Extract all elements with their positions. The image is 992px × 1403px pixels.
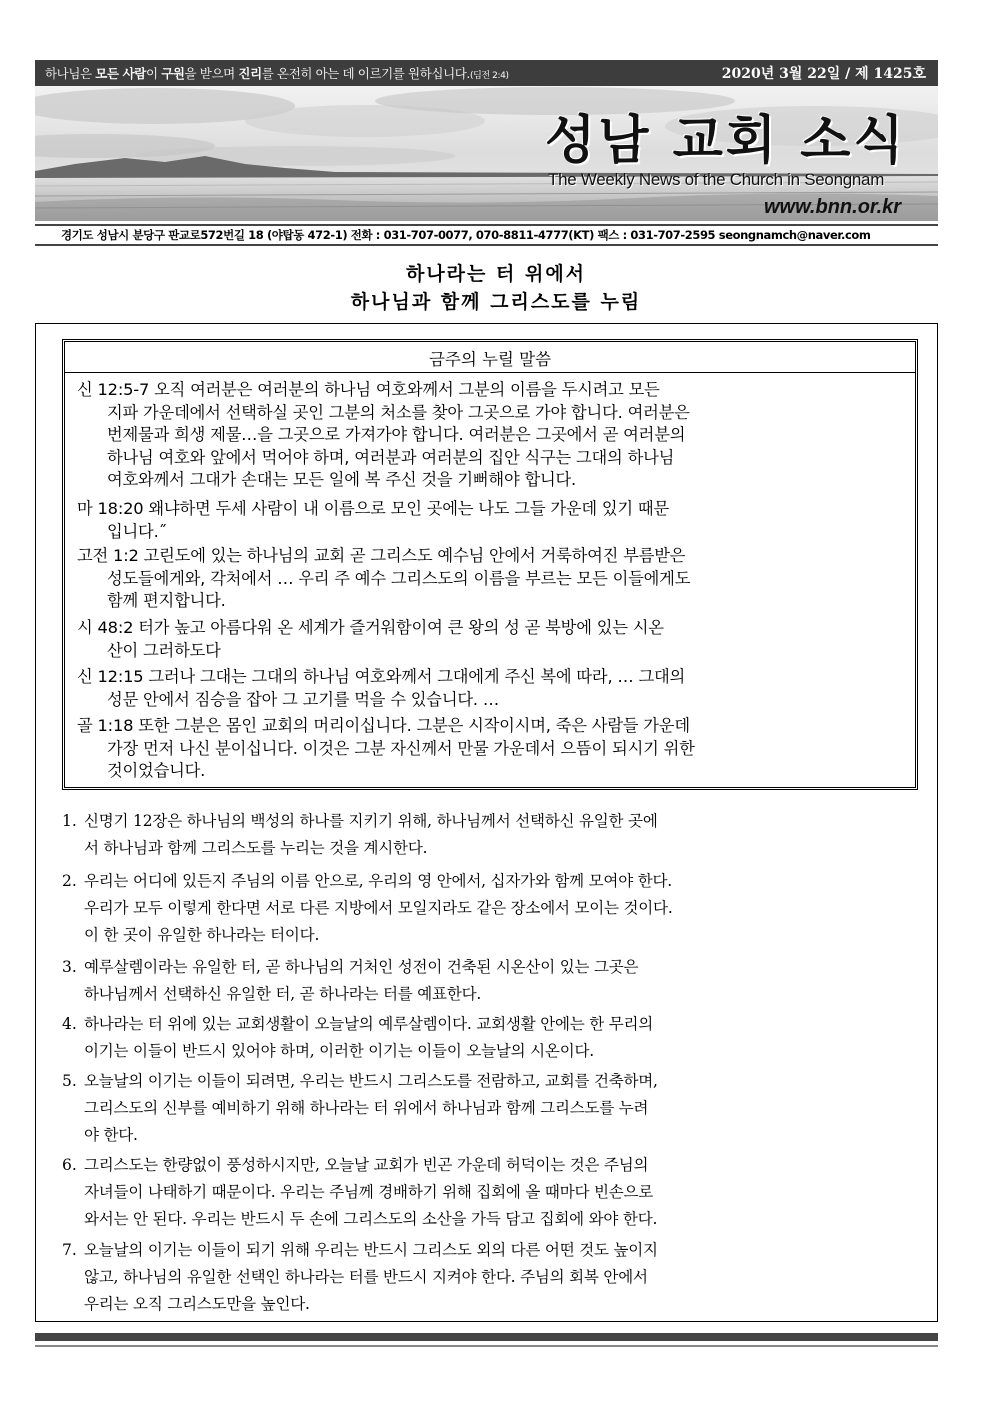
website-link[interactable]: www.bnn.or.kr <box>764 196 902 218</box>
contact-text: 경기도 성남시 분당구 판교로572번길 18 (야탑동 472-1) 전화 : 031-707-0077, 070-8811-4777(KT) 팩스 : 031-707-2595 seongnamch@naver.com <box>61 228 871 242</box>
verses-title: 금주의 누릴 말씀 <box>428 350 552 369</box>
point-line: 서 하나님과 함께 그리스도를 누리는 것을 계시한다. <box>84 839 428 857</box>
footer-divider-thin <box>35 1345 938 1347</box>
verse-text: 을 받으며 <box>184 66 239 81</box>
point-number: 7. <box>62 1241 77 1259</box>
headline-line-1: 하나라는 터 위에서 <box>405 263 587 285</box>
outline-point <box>62 1068 918 1149</box>
verse-bold-text: 진리 <box>238 66 262 81</box>
point-number: 2. <box>62 872 77 890</box>
verse-line: 시 48:2 터가 높고 아름다워 온 세계가 즐거워함이여 큰 왕의 성 곧 북방에 있는 시온 <box>77 618 664 637</box>
point-line: 자녀들이 나태하기 때문이다. 우리는 주님께 경배하기 위해 집회에 올 때마다 빈손으로 <box>84 1183 654 1201</box>
outline-point <box>62 1011 918 1065</box>
point-line: 우리가 모두 이렇게 한다면 서로 다른 지방에서 모일지라도 같은 장소에서 모이는 것이다. <box>84 899 673 917</box>
verse-line: 성문 안에서 짐승을 잡아 그 고기를 먹을 수 있습니다. … <box>107 689 499 709</box>
verse-line: 고전 1:2 고린도에 있는 하나님의 교회 곧 그리스도 예수님 안에서 거룩하여진 부름받은 <box>77 546 686 565</box>
point-number: 4. <box>62 1015 77 1033</box>
verse-line: 것이었습니다. <box>107 761 206 780</box>
verse-item <box>77 617 907 662</box>
outline-point <box>62 808 918 862</box>
point-number: 3. <box>62 958 77 976</box>
outline-point <box>62 1237 918 1318</box>
point-number: 5. <box>62 1072 77 1090</box>
verse-text: 하나님은 <box>45 66 96 81</box>
point-line: 그리스도의 신부를 예비하기 위해 하나라는 터 위에서 하나님과 함께 그리스도를 누려 <box>84 1099 649 1117</box>
point-line: 그리스도는 한량없이 풍성하시지만, 오늘날 교회가 빈곤 가운데 허덕이는 것은 주님의 <box>84 1156 649 1174</box>
outline-point <box>62 1152 918 1233</box>
verse-line: 입니다.˝ <box>107 521 167 541</box>
footer-divider <box>35 1333 938 1341</box>
point-line: 우리는 어디에 있든지 주님의 이름 안으로, 우리의 영 안에서, 십자가와 함께 모여야 한다. <box>84 872 672 890</box>
verse-line: 여호와께서 그대가 손대는 모든 일에 복 주신 것을 기뻐해야 합니다. <box>107 470 577 489</box>
verse-line: 하나님 여호와 앞에서 먹어야 하며, 여러분과 여러분의 집안 식구는 그대의 하나님 <box>107 447 675 467</box>
point-line: 와서는 안 된다. 우리는 반드시 두 손에 그리스도의 소산을 가득 담고 집회에 와야 한다. <box>84 1210 658 1228</box>
verse-bold-text: 모든 사람 <box>95 66 146 81</box>
point-line: 하나님께서 선택하신 유일한 터, 곧 하나라는 터를 예표한다. <box>84 985 482 1003</box>
newsletter-subtitle: The Weekly News of the Church in Seongnam <box>548 170 885 189</box>
verse-line: 신 12:5-7 오직 여러분은 여러분의 하나님 여호와께서 그분의 이름을 두시려고 모든 <box>77 380 660 399</box>
verse-line: 성도들에게와, 각처에서 … 우리 주 예수 그리스도의 이름을 부르는 모든 이들에게도 <box>107 568 691 588</box>
point-line: 신명기 12장은 하나님의 백성의 하나를 지키기 위해, 하나님께서 선택하신 유일한 곳에 <box>84 812 658 830</box>
point-line: 이기는 이들이 반드시 있어야 하며, 이러한 이기는 이들이 오늘날의 시온이다. <box>84 1042 594 1060</box>
verse-line: 지파 가운데에서 선택하실 곳인 그분의 처소를 찾아 그곳으로 가야 합니다. 여러분은 <box>107 402 690 422</box>
verse-line: 함께 편지합니다. <box>107 591 226 610</box>
verses-box <box>62 339 918 790</box>
verse-item <box>77 498 907 543</box>
point-line: 오늘날의 이기는 이들이 되기 위해 우리는 반드시 그리스도 외의 다른 어떤 것도 높이지 <box>84 1241 658 1259</box>
point-number: 1. <box>62 812 77 830</box>
verses-title-divider <box>65 372 915 373</box>
verse-bold-text: 구원 <box>161 66 185 81</box>
verse-line: 신 12:15 그러나 그대는 그대의 하나님 여호와께서 그대에게 주신 복에 따라, … 그대의 <box>77 667 686 686</box>
point-line: 우리는 오직 그리스도만을 높인다. <box>84 1295 310 1313</box>
header-verse <box>45 64 509 82</box>
contact-info <box>35 224 938 246</box>
verse-text: 를 온전히 아는 데 이르기를 원하십니다. <box>261 66 471 81</box>
point-line: 않고, 하나님의 유일한 선택인 하나라는 터를 반드시 지켜야 한다. 주님의 회복 안에서 <box>84 1268 648 1286</box>
point-line: 하나라는 터 위에 있는 교회생활이 오늘날의 예루살렘이다. 교회생활 안에는 한 무리의 <box>84 1015 654 1033</box>
headline-line-2: 하나님과 함께 그리스도를 누림 <box>350 291 642 313</box>
verse-item <box>77 666 907 711</box>
verse-item <box>77 379 907 492</box>
issue-date: 2020년 3월 22일 / 제 1425호 <box>721 66 926 82</box>
outline-point <box>62 868 918 949</box>
verse-line: 골 1:18 또한 그분은 몸인 교회의 머리이십니다. 그분은 시작이시며, 죽은 사람들 가운데 <box>77 716 690 735</box>
verse-item <box>77 715 907 783</box>
verse-line: 마 18:20 왜냐하면 두세 사람이 내 이름으로 모인 곳에는 나도 그들 가운데 있기 때문 <box>77 499 669 518</box>
verse-text: 이 <box>145 66 162 81</box>
verse-line: 번제물과 희생 제물…을 그곳으로 가져가야 합니다. 여러분은 그곳에서 곧 여러분의 <box>107 425 686 444</box>
newsletter-title: 성남 교회 소식 <box>545 111 907 171</box>
point-number: 6. <box>62 1156 77 1174</box>
verse-reference: (딤전 2:4) <box>470 71 509 81</box>
point-line: 오늘날의 이기는 이들이 되려면, 우리는 반드시 그리스도를 전람하고, 교회를 건축하며, <box>84 1072 658 1090</box>
outline-point <box>62 954 918 1008</box>
verse-item <box>77 545 907 613</box>
point-line: 이 한 곳이 유일한 하나라는 터이다. <box>84 926 320 944</box>
verse-line: 산이 그러하도다 <box>107 640 221 660</box>
point-line: 야 한다. <box>84 1126 138 1144</box>
verse-line: 가장 먼저 나신 분이십니다. 이것은 그분 자신께서 만물 가운데서 으뜸이 되시기 위한 <box>107 738 695 758</box>
top-bar <box>35 60 938 86</box>
point-line: 예루살렘이라는 유일한 터, 곧 하나님의 거처인 성전이 건축된 시온산이 있는 그곳은 <box>84 958 639 976</box>
